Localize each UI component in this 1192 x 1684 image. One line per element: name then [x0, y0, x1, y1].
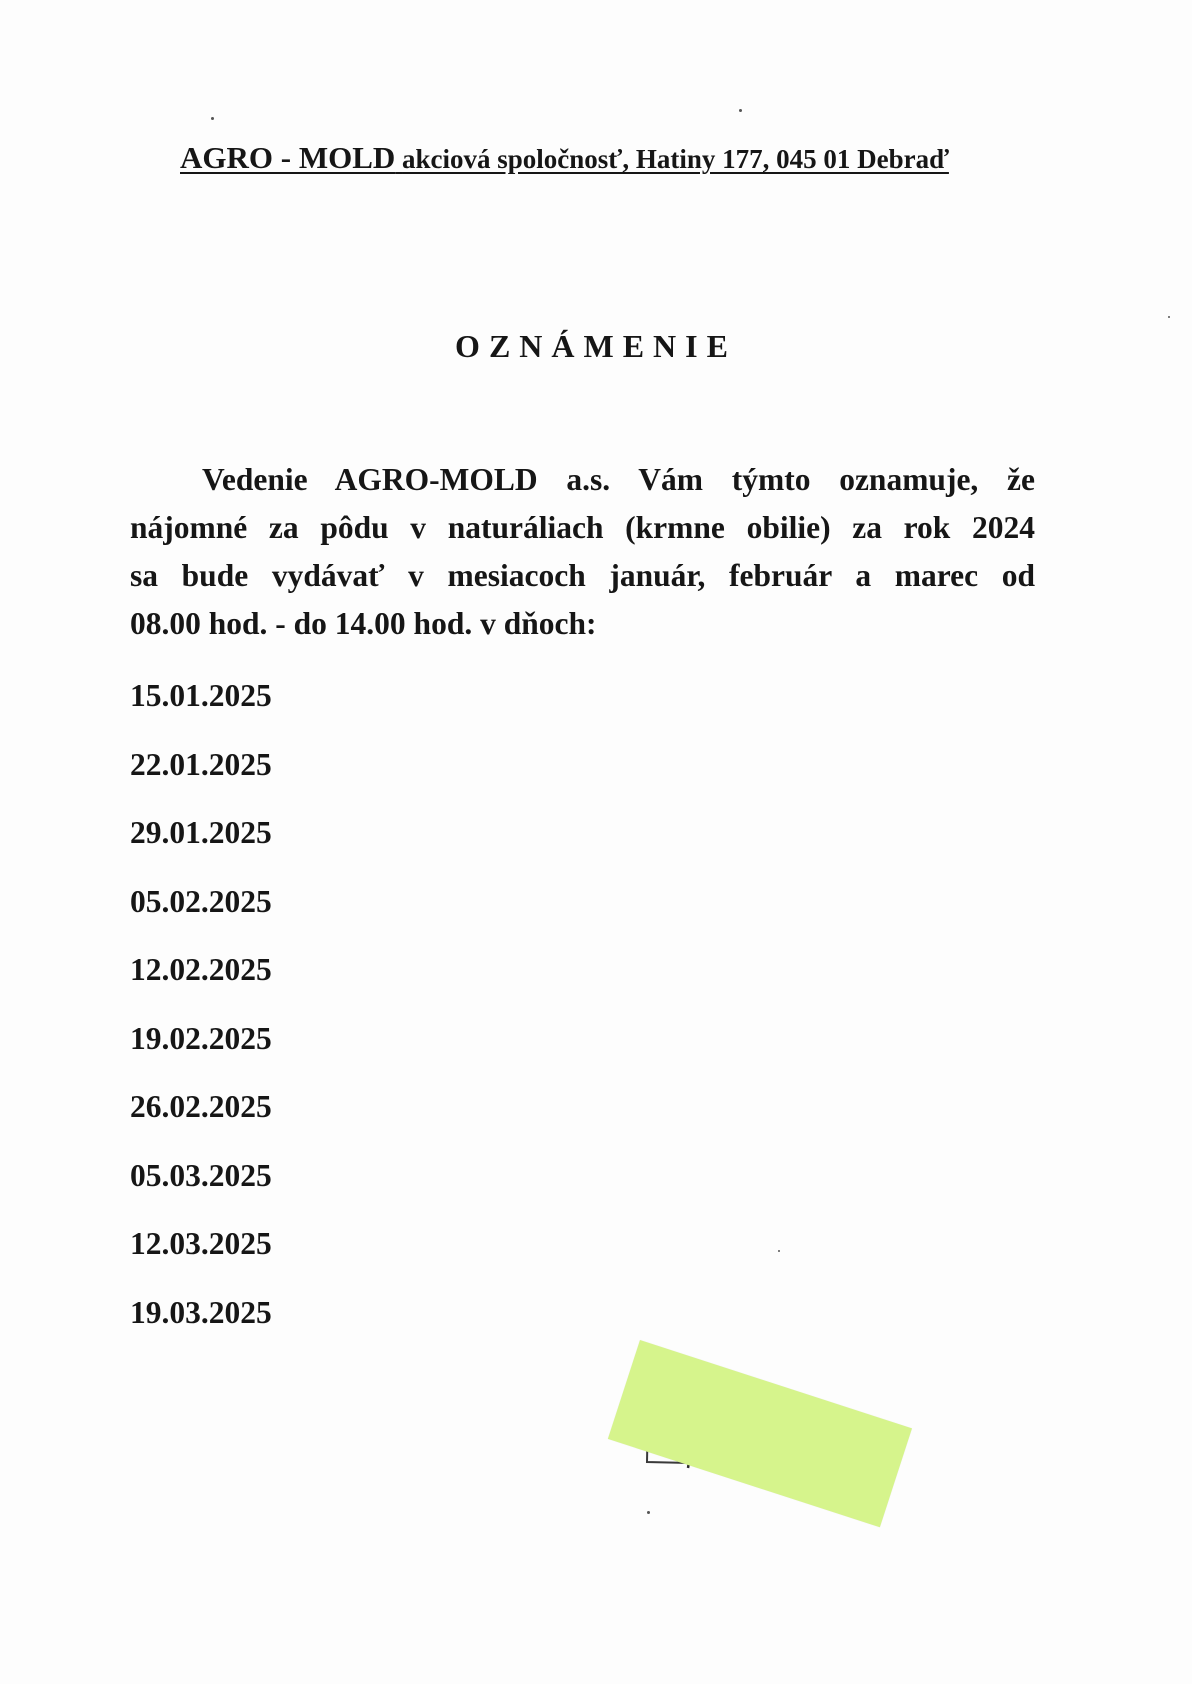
company-header	[180, 140, 1000, 176]
date-item: 12.03.2025	[130, 1226, 272, 1261]
date-item: 19.02.2025	[130, 1020, 272, 1056]
announcement-line: sa bude vydávať v mesiacoch január, február a marec od	[130, 558, 1035, 593]
date-list	[130, 672, 272, 1357]
announcement-line: Vedenie AGRO-MOLD a.s. Vám týmto oznamuje, že	[202, 462, 1035, 497]
date-item: 05.02.2025	[130, 883, 272, 919]
date-item: 05.03.2025	[130, 1157, 272, 1193]
page-title: OZNÁMENIE	[455, 328, 737, 364]
company-name: AGRO - MOLD	[180, 140, 396, 175]
date-item: 29.01.2025	[130, 815, 272, 850]
date-item: 26.02.2025	[130, 1089, 272, 1124]
scan-speck	[778, 1250, 780, 1252]
date-item: 22.01.2025	[130, 746, 272, 782]
date-item: 19.03.2025	[130, 1294, 272, 1330]
announcement-line: 08.00 hod. - do 14.00 hod. v dňoch:	[130, 606, 597, 641]
scan-speck	[211, 117, 214, 120]
announcement-line: nájomné za pôdu v naturáliach (krmne obilie) za rok 2024	[130, 510, 1035, 545]
date-item: 12.02.2025	[130, 952, 272, 987]
company-address: akciová spoločnosť, Hatiny 177, 045 01 Debraď	[402, 144, 949, 174]
announcement-text	[130, 456, 1035, 648]
sticky-note	[608, 1340, 912, 1527]
date-item: 15.01.2025	[130, 678, 272, 713]
scan-speck	[739, 109, 742, 112]
scan-speck	[647, 1511, 650, 1514]
scan-speck	[1168, 316, 1170, 318]
